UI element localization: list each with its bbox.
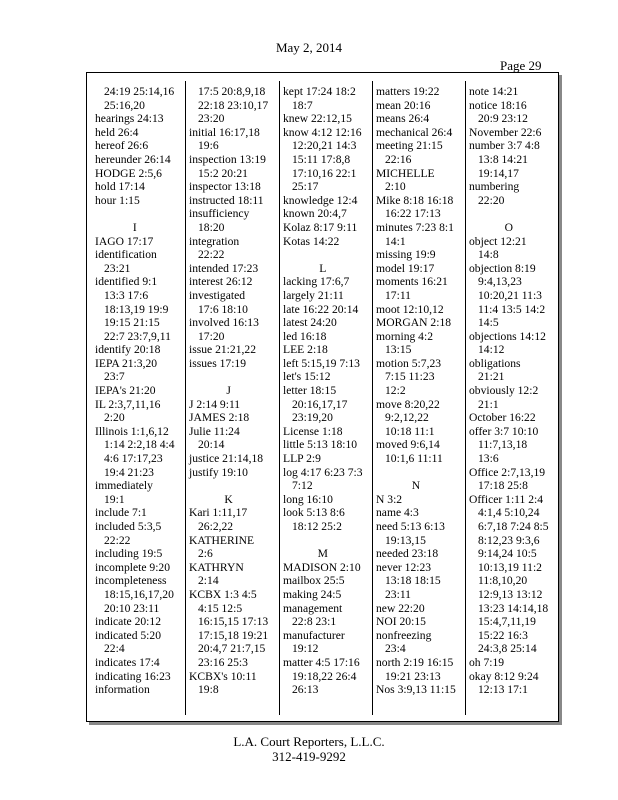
index-entry-continuation: 8:12,23 9:3,6 bbox=[478, 533, 540, 547]
footer-phone: 312-419-9292 bbox=[272, 749, 346, 764]
index-entry-continuation: 22:18 23:10,17 bbox=[198, 98, 269, 112]
index-entry: letter 18:15 bbox=[283, 384, 337, 398]
index-letter-heading: M bbox=[317, 547, 328, 561]
index-entry-continuation: 15:22 16:3 bbox=[478, 628, 528, 642]
index-entry: motion 5:7,23 bbox=[376, 356, 442, 370]
index-entry-continuation: 19:18,22 26:4 bbox=[292, 669, 357, 683]
index-entry-continuation: 2:10 bbox=[385, 180, 406, 194]
index-entry bbox=[189, 370, 268, 384]
index-entry-continuation: 19:4 21:23 bbox=[104, 465, 154, 479]
index-entry: note 14:21 bbox=[469, 85, 519, 98]
index-entry: nonfreezing bbox=[376, 628, 432, 642]
index-entry: hereunder 26:14 bbox=[95, 152, 171, 166]
index-entry-continuation: 22:16 bbox=[385, 152, 412, 166]
index-entry: involved 16:13 bbox=[189, 316, 259, 330]
index-entry-continuation: 22:4 bbox=[104, 642, 125, 656]
index-entry: little 5:13 18:10 bbox=[283, 438, 358, 452]
index-entry: number 3:7 4:8 bbox=[469, 139, 540, 153]
index-entry: need 5:13 6:13 bbox=[376, 520, 445, 533]
index-entry: Mike 8:18 16:18 bbox=[376, 193, 454, 207]
index-entry: intended 17:23 bbox=[189, 261, 259, 275]
index-entry-continuation: 14:1 bbox=[385, 234, 406, 248]
index-entry: morning 4:2 bbox=[376, 329, 434, 343]
index-entry: management bbox=[283, 601, 343, 615]
index-entry: N 3:2 bbox=[376, 492, 403, 506]
index-entry: offer 3:7 10:10 bbox=[469, 424, 539, 438]
index-entry-continuation: 12:20,21 14:3 bbox=[292, 139, 357, 153]
index-entry bbox=[283, 534, 363, 548]
index-entry-continuation: 20:10 23:11 bbox=[104, 601, 160, 615]
index-entry: matters 19:22 bbox=[376, 85, 440, 98]
index-entry: identify 20:18 bbox=[95, 343, 161, 357]
index-entry: notice 18:16 bbox=[469, 98, 527, 112]
index-entry: inspector 13:18 bbox=[189, 180, 261, 194]
index-entry-continuation: 13:18 18:15 bbox=[385, 574, 441, 588]
index-entry-continuation: 9:2,12,22 bbox=[385, 411, 429, 425]
index-entry: knowledge 12:4 bbox=[283, 193, 358, 207]
index-entry: hold 17:14 bbox=[95, 180, 145, 194]
index-entry-continuation: 22:8 23:1 bbox=[292, 615, 337, 629]
index-entry-continuation: 14:5 bbox=[478, 316, 499, 330]
index-entry-continuation: 15:11 17:8,8 bbox=[292, 152, 351, 166]
index-entry: Illinois 1:1,6,12 bbox=[95, 424, 169, 438]
index-entry-continuation: 10:13,19 11:2 bbox=[478, 560, 542, 574]
index-entry: November 22:6 bbox=[469, 125, 542, 139]
index-entry: IEPA's 21:20 bbox=[95, 384, 156, 398]
index-entry-continuation: 22:20 bbox=[478, 193, 505, 207]
index-column-2 bbox=[189, 85, 268, 697]
index-entry-continuation: 19:13,15 bbox=[385, 533, 426, 547]
index-entry-continuation: 10:1,6 11:11 bbox=[385, 452, 443, 466]
index-entry: IL 2:3,7,11,16 bbox=[95, 397, 161, 411]
index-entry: justice 21:14,18 bbox=[189, 452, 264, 466]
index-entry: means 26:4 bbox=[376, 112, 430, 126]
index-entry-continuation: 13:8 14:21 bbox=[478, 152, 528, 166]
index-entry: immediately bbox=[95, 479, 153, 493]
index-entry: identified 9:1 bbox=[95, 275, 158, 289]
index-entry-continuation: 4:1,4 5:10,24 bbox=[478, 506, 540, 520]
index-entry: long 16:10 bbox=[283, 492, 333, 506]
index-entry: minutes 7:23 8:1 bbox=[376, 220, 454, 234]
index-entry: KCBX 1:3 4:5 bbox=[189, 587, 257, 601]
index-entry-continuation: 20:16,17,17 bbox=[292, 397, 348, 411]
index-entry: mean 20:16 bbox=[376, 98, 431, 112]
index-entry: know 4:12 12:16 bbox=[283, 125, 362, 139]
index-entry: justify 19:10 bbox=[189, 465, 248, 479]
index-entry: Nos 3:9,13 11:15 bbox=[376, 683, 456, 697]
index-entry: mechanical 26:4 bbox=[376, 125, 453, 139]
index-entry: kept 17:24 18:2 bbox=[283, 85, 356, 98]
index-entry: led 16:18 bbox=[283, 329, 327, 343]
index-entry bbox=[376, 466, 456, 480]
index-entry-continuation: 14:8 bbox=[478, 248, 499, 262]
index-letter-heading: L bbox=[319, 261, 327, 275]
index-entry-continuation: 4:6 17:17,23 bbox=[104, 452, 163, 466]
index-entry: MICHELLE bbox=[376, 166, 435, 180]
index-entry-continuation: 23:19,20 bbox=[292, 411, 333, 425]
index-entry: issue 21:21,22 bbox=[189, 343, 256, 357]
index-entry-continuation: 2:14 bbox=[198, 574, 219, 588]
index-entry bbox=[189, 479, 268, 493]
index-entry: IAGO 17:17 bbox=[95, 234, 154, 248]
index-entry: J 2:14 9:11 bbox=[189, 397, 241, 411]
index-entry-continuation: 26:13 bbox=[292, 683, 319, 697]
index-entry: included 5:3,5 bbox=[95, 520, 162, 533]
column-divider bbox=[465, 81, 466, 715]
index-entry: matter 4:5 17:16 bbox=[283, 655, 360, 669]
index-entry: Kari 1:11,17 bbox=[189, 506, 248, 520]
column-divider bbox=[185, 81, 186, 715]
index-entry: Kotas 14:22 bbox=[283, 234, 340, 248]
index-entry: include 7:1 bbox=[95, 506, 147, 520]
index-entry: indicate 20:12 bbox=[95, 615, 162, 629]
index-entry: latest 24:20 bbox=[283, 316, 337, 330]
index-entry-continuation: 14:12 bbox=[478, 343, 505, 357]
index-entry-continuation: 13:15 bbox=[385, 343, 412, 357]
index-entry: never 12:23 bbox=[376, 560, 432, 574]
index-entry-continuation: 18:20 bbox=[198, 220, 225, 234]
index-entry-continuation: 24:19 25:14,16 bbox=[104, 85, 175, 98]
index-entry: mailbox 25:5 bbox=[283, 574, 345, 588]
index-entry: instructed 18:11 bbox=[189, 193, 264, 207]
page-number: Page 29 bbox=[500, 58, 542, 73]
index-entry-continuation: 17:6 18:10 bbox=[198, 302, 248, 316]
index-entry: incomplete 9:20 bbox=[95, 560, 171, 574]
index-entry: model 19:17 bbox=[376, 261, 435, 275]
index-entry-continuation: 23:21 bbox=[104, 261, 131, 275]
index-entry: inspection 13:19 bbox=[189, 152, 266, 166]
index-entry: HODGE 2:5,6 bbox=[95, 166, 162, 180]
index-entry-continuation: 17:5 20:8,9,18 bbox=[198, 85, 266, 98]
index-entry: object 12:21 bbox=[469, 234, 527, 248]
index-entry-continuation: 13:3 17:6 bbox=[104, 288, 149, 302]
index-entry-continuation: 2:20 bbox=[104, 411, 125, 425]
index-entry-continuation: 16:22 17:13 bbox=[385, 207, 441, 221]
index-entry: JAMES 2:18 bbox=[189, 411, 250, 425]
index-entry-continuation: 19:1 bbox=[104, 492, 125, 506]
index-entry-continuation: 11:8,10,20 bbox=[478, 574, 528, 588]
index-entry: known 20:4,7 bbox=[283, 207, 347, 221]
index-entry-continuation: 2:6 bbox=[198, 547, 213, 561]
index-entry: October 16:22 bbox=[469, 411, 536, 425]
index-entry: indicated 5:20 bbox=[95, 628, 162, 642]
index-entry-continuation: 9:14,24 10:5 bbox=[478, 547, 537, 561]
index-entry-continuation: 17:11 bbox=[385, 288, 411, 302]
index-entry: insufficiency bbox=[189, 207, 250, 221]
index-entry-continuation: 17:20 bbox=[198, 329, 225, 343]
index-entry-continuation: 23:16 25:3 bbox=[198, 655, 248, 669]
index-entry: KATHERINE bbox=[189, 533, 255, 547]
index-letter-heading: O bbox=[504, 220, 513, 234]
index-entry-continuation: 9:4,13,23 bbox=[478, 275, 522, 289]
index-entry: License 1:18 bbox=[283, 424, 343, 438]
index-entry: name 4:3 bbox=[376, 506, 419, 520]
index-entry-continuation: 4:15 12:5 bbox=[198, 601, 243, 615]
index-entry-continuation: 18:13,19 19:9 bbox=[104, 302, 169, 316]
index-entry-continuation: 22:7 23:7,9,11 bbox=[104, 329, 171, 343]
index-entry: information bbox=[95, 683, 150, 697]
index-entry-continuation: 20:4,7 21:7,15 bbox=[198, 642, 266, 656]
index-entry: log 4:17 6:23 7:3 bbox=[283, 465, 363, 479]
index-entry: Office 2:7,13,19 bbox=[469, 465, 546, 479]
index-entry-continuation: 20:9 23:12 bbox=[478, 112, 528, 126]
index-entry-continuation: 18:7 bbox=[292, 98, 313, 112]
index-entry-continuation: 23:7 bbox=[104, 370, 125, 384]
index-entry: IEPA 21:3,20 bbox=[95, 356, 158, 370]
index-column-4 bbox=[376, 85, 456, 697]
index-entry: indicating 16:23 bbox=[95, 669, 171, 683]
footer-company: L.A. Court Reporters, L.L.C. bbox=[233, 734, 385, 749]
index-column-3 bbox=[283, 85, 363, 697]
index-entry-continuation: 18:15,16,17,20 bbox=[104, 587, 174, 601]
index-entry-continuation: 12:13 17:1 bbox=[478, 683, 528, 697]
index-entry: investigated bbox=[189, 288, 246, 302]
index-entry: lacking 17:6,7 bbox=[283, 275, 350, 289]
index-entry: making 24:5 bbox=[283, 587, 342, 601]
index-entry-continuation: 1:14 2:2,18 4:4 bbox=[104, 438, 175, 452]
index-entry-continuation: 17:10,16 22:1 bbox=[292, 166, 357, 180]
index-entry: initial 16:17,18 bbox=[189, 125, 260, 139]
index-entry: LLP 2:9 bbox=[283, 452, 321, 466]
index-entry-continuation: 23:11 bbox=[385, 587, 411, 601]
index-entry: NOI 20:15 bbox=[376, 615, 426, 629]
index-entry-continuation: 25:17 bbox=[292, 180, 319, 194]
index-entry-continuation: 18:12 25:2 bbox=[292, 520, 342, 533]
index-entry-continuation: 21:1 bbox=[478, 397, 499, 411]
index-letter-heading: N bbox=[411, 479, 421, 493]
index-column-5 bbox=[469, 85, 549, 697]
index-entry bbox=[283, 248, 363, 262]
index-entry-continuation: 22:22 bbox=[104, 533, 131, 547]
index-entry: knew 22:12,15 bbox=[283, 112, 352, 126]
index-entry: left 5:15,19 7:13 bbox=[283, 356, 360, 370]
index-entry bbox=[469, 207, 549, 221]
index-entry: late 16:22 20:14 bbox=[283, 302, 359, 316]
index-entry: indicates 17:4 bbox=[95, 655, 160, 669]
index-entry-continuation: 19:21 23:13 bbox=[385, 669, 441, 683]
transcript-date: May 2, 2014 bbox=[275, 40, 343, 55]
index-entry-continuation: 22:22 bbox=[198, 248, 225, 262]
index-entry-continuation: 26:2,22 bbox=[198, 520, 234, 533]
index-entry-continuation: 24:3,8 25:14 bbox=[478, 642, 537, 656]
index-entry-continuation: 7:12 bbox=[292, 479, 313, 493]
index-entry: issues 17:19 bbox=[189, 356, 247, 370]
index-entry-continuation: 19:8 bbox=[198, 683, 219, 697]
index-frame bbox=[86, 72, 559, 722]
index-entry: hour 1:15 bbox=[95, 193, 140, 207]
index-entry-continuation: 19:6 bbox=[198, 139, 219, 153]
index-entry: held 26:4 bbox=[95, 125, 139, 139]
index-entry-continuation: 17:15,18 19:21 bbox=[198, 628, 269, 642]
index-letter-heading: K bbox=[224, 492, 233, 506]
index-entry: move 8:20,22 bbox=[376, 397, 440, 411]
column-divider bbox=[279, 81, 280, 715]
index-entry: new 22:20 bbox=[376, 601, 425, 615]
index-entry: integration bbox=[189, 234, 240, 248]
index-entry bbox=[95, 207, 175, 221]
index-entry: moved 9:6,14 bbox=[376, 438, 440, 452]
index-entry-continuation: 19:12 bbox=[292, 642, 319, 656]
index-entry: obligations bbox=[469, 356, 521, 370]
index-entry: obviously 12:2 bbox=[469, 384, 539, 398]
index-letter-heading: J bbox=[226, 384, 231, 398]
index-entry: Julie 11:24 bbox=[189, 424, 240, 438]
index-entry-continuation: 12:2 bbox=[385, 384, 406, 398]
index-entry-continuation: 10:18 11:1 bbox=[385, 424, 435, 438]
index-entry: Kolaz 8:17 9:11 bbox=[283, 220, 358, 234]
index-entry-continuation: 23:20 bbox=[198, 112, 225, 126]
index-entry: LEE 2:18 bbox=[283, 343, 328, 357]
index-entry-continuation: 19:14,17 bbox=[478, 166, 519, 180]
index-entry: let's 15:12 bbox=[283, 370, 331, 384]
index-entry: largely 21:11 bbox=[283, 288, 344, 302]
index-entry-continuation: 12:9,13 13:12 bbox=[478, 587, 543, 601]
index-entry: Officer 1:11 2:4 bbox=[469, 492, 544, 506]
index-entry: objection 8:19 bbox=[469, 261, 536, 275]
index-entry-continuation: 23:4 bbox=[385, 642, 406, 656]
index-entry-continuation: 11:7,13,18 bbox=[478, 438, 528, 452]
index-entry: okay 8:12 9:24 bbox=[469, 669, 539, 683]
index-entry: needed 23:18 bbox=[376, 547, 439, 561]
index-entry-continuation: 15:4,7,11,19 bbox=[478, 615, 536, 629]
index-entry: meeting 21:15 bbox=[376, 139, 443, 153]
index-entry-continuation: 19:15 21:15 bbox=[104, 316, 160, 330]
index-column-1 bbox=[95, 85, 175, 697]
index-entry: MADISON 2:10 bbox=[283, 560, 361, 574]
index-entry: look 5:13 8:6 bbox=[283, 506, 345, 520]
index-entry-continuation: 6:7,18 7:24 8:5 bbox=[478, 520, 549, 533]
index-entry-continuation: 11:4 13:5 14:2 bbox=[478, 302, 546, 316]
index-letter-heading: I bbox=[132, 220, 137, 234]
index-entry: MORGAN 2:18 bbox=[376, 316, 452, 330]
index-entry: moot 12:10,12 bbox=[376, 302, 444, 316]
index-entry-continuation: 21:21 bbox=[478, 370, 505, 384]
index-entry: missing 19:9 bbox=[376, 248, 436, 262]
index-entry: hereof 26:6 bbox=[95, 139, 149, 153]
index-entry: north 2:19 16:15 bbox=[376, 655, 454, 669]
index-entry: KATHRYN bbox=[189, 560, 244, 574]
index-entry-continuation: 13:6 bbox=[478, 452, 499, 466]
index-entry: interest 26:12 bbox=[189, 275, 253, 289]
index-entry-continuation: 13:23 14:14,18 bbox=[478, 601, 549, 615]
index-entry-continuation: 15:2 20:21 bbox=[198, 166, 248, 180]
index-entry: identification bbox=[95, 248, 157, 262]
index-entry: numbering bbox=[469, 180, 520, 194]
index-entry-continuation: 16:15,15 17:13 bbox=[198, 615, 269, 629]
index-entry: hearings 24:13 bbox=[95, 112, 164, 126]
index-entry: incompleteness bbox=[95, 574, 167, 588]
index-entry-continuation: 20:14 bbox=[198, 438, 225, 452]
index-entry-continuation: 17:18 25:8 bbox=[478, 479, 528, 493]
index-entry: oh 7:19 bbox=[469, 655, 505, 669]
index-entry: manufacturer bbox=[283, 628, 345, 642]
index-entry: moments 16:21 bbox=[376, 275, 448, 289]
index-entry-continuation: 25:16,20 bbox=[104, 98, 145, 112]
index-entry: objections 14:12 bbox=[469, 329, 546, 343]
index-entry: including 19:5 bbox=[95, 547, 163, 561]
index-entry: KCBX's 10:11 bbox=[189, 669, 257, 683]
index-entry-continuation: 7:15 11:23 bbox=[385, 370, 435, 384]
index-entry-continuation: 10:20,21 11:3 bbox=[478, 288, 542, 302]
column-divider bbox=[372, 81, 373, 715]
